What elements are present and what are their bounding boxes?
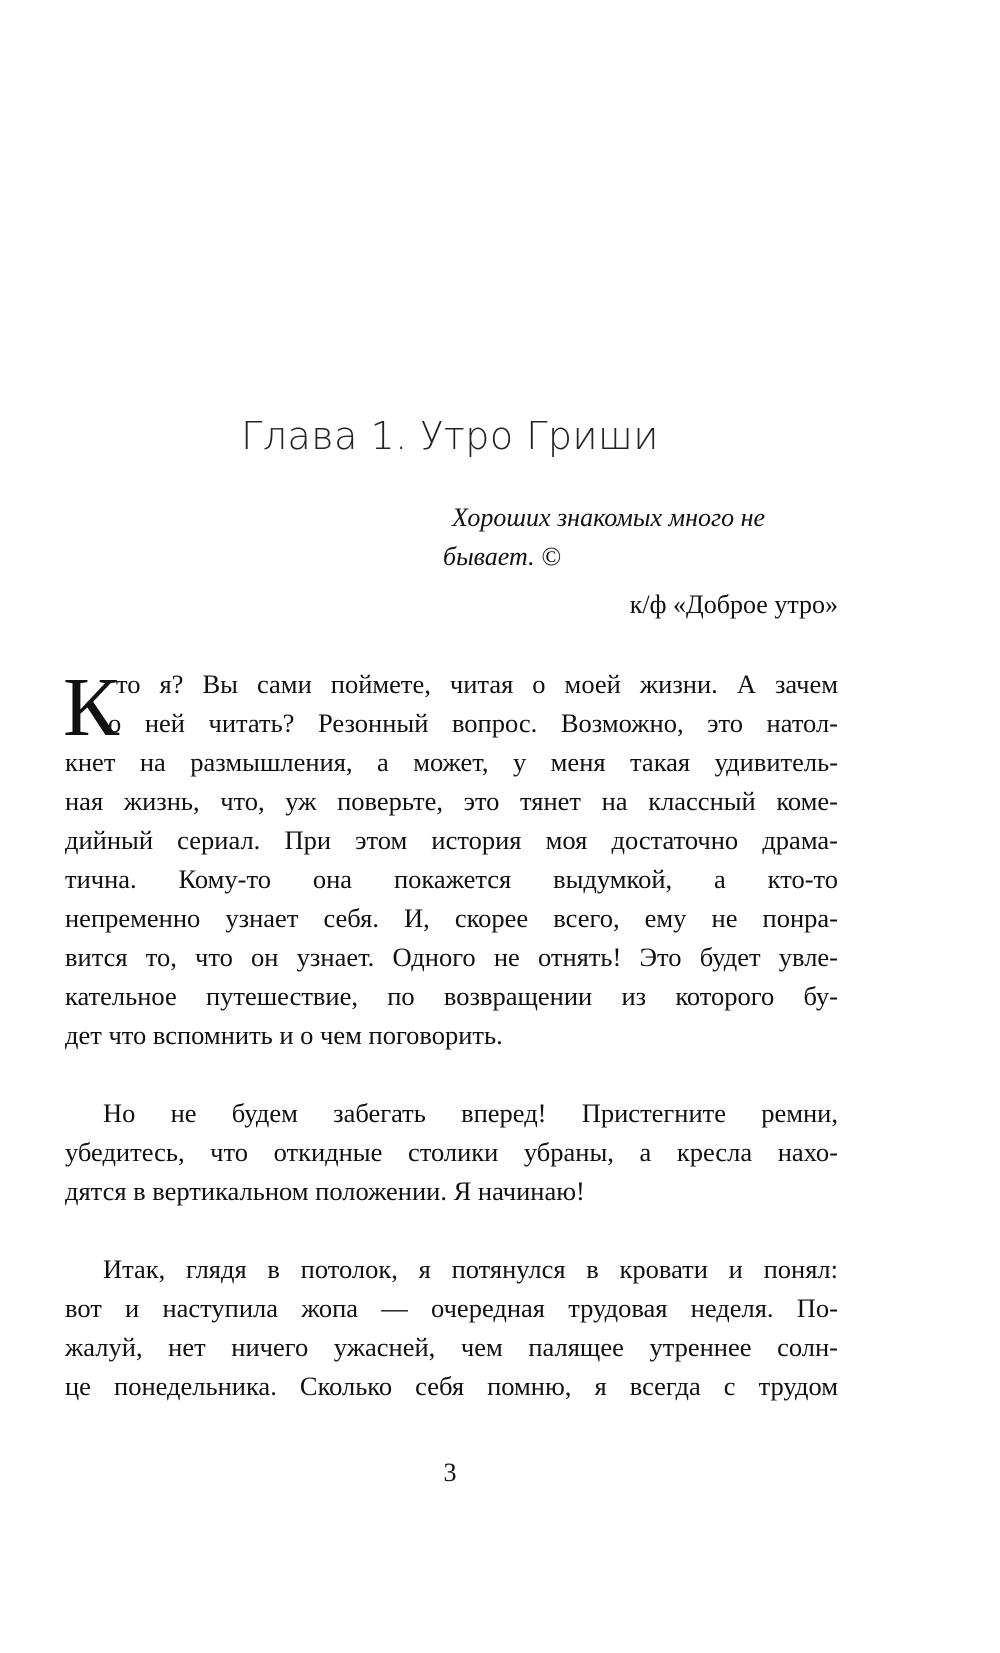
text-line: дятся в вертикальном положении. Я начинаю! — [65, 1176, 585, 1206]
text-line: тична. Кому-то она покажется выдумкой, а кто-то — [65, 864, 838, 894]
text-line: кнет на размышления, а может, у меня такая удивитель- — [65, 747, 838, 777]
text-line: це понедельника. Сколько себя помню, я всегда с трудом — [65, 1371, 838, 1401]
text-line: о ней читать? Резонный вопрос. Возможно, это натол- — [108, 708, 838, 738]
text-line: дийный сериал. При этом история моя достаточно драма- — [65, 825, 838, 855]
page-number: 3 — [443, 1458, 457, 1487]
epigraph-source: к/ф «Доброе утро» — [629, 590, 838, 619]
text-line: вот и наступила жопа — очередная трудовая неделя. По- — [65, 1293, 838, 1323]
text-line: Итак, глядя в потолок, я потянулся в кровати и понял: — [103, 1254, 838, 1284]
text-line: убедитесь, что откидные столики убраны, а кресла нахо- — [65, 1137, 838, 1167]
text-line: ная жизнь, что, уж поверьте, это тянет на классный коме- — [65, 786, 838, 816]
epigraph-line: Хороших знакомых много не — [452, 503, 766, 532]
epigraph-line: бывает. © — [443, 542, 561, 571]
text-line: кательное путешествие, по возвращении из которого бу- — [65, 981, 838, 1011]
text-line: вится то, что он узнает. Одного не отнять! Это будет увле- — [65, 942, 838, 972]
text-line: жалуй, нет ничего ужасней, чем палящее утреннее солн- — [65, 1332, 838, 1362]
chapter-title: Глава 1. Утро Гриши — [241, 414, 659, 458]
text-line: непременно узнает себя. И, скорее всего, ему не понра- — [65, 903, 838, 933]
drop-cap: К — [63, 661, 120, 754]
text-line: дет что вспомнить и о чем поговорить. — [65, 1020, 503, 1050]
text-line: то я? Вы сами поймете, читая о моей жизни. А зачем — [116, 669, 838, 699]
text-line: Но не будем забегать вперед! Пристегните ремни, — [103, 1098, 838, 1128]
